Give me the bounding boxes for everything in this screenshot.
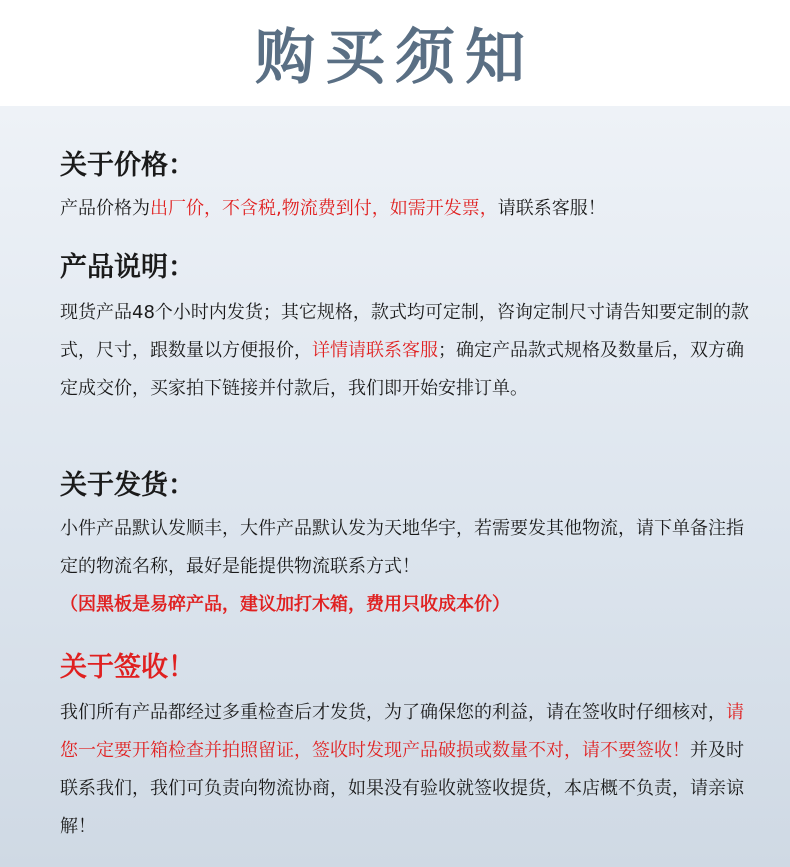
receipt-section-body — [60, 694, 750, 846]
receipt-section-title: 关于签收！ — [60, 652, 195, 683]
receipt-text-1: 我们所有产品都经过多重检查后才发货，为了确保您的利益，请在签收时仔细核对， — [60, 702, 726, 723]
price-text-3: 请联系客服！ — [497, 198, 606, 219]
shipping-note: （因黑板是易碎产品，建议加打木箱，费用只收成本价） — [60, 594, 510, 615]
product-section-title: 产品说明： — [60, 252, 195, 283]
receipt-text-highlight: 请您一定要开箱检查并拍照留证，签收时发现产品破损或数量不对，请不要签收！ — [60, 702, 744, 761]
price-text-highlight: 出厂价，不含税,物流费到付，如需开发票， — [150, 198, 498, 219]
product-text-3: ；确定产品款式规格及数量后，双方确定成交价，买家拍下链接并付款后，我们即开始安排订单。 — [60, 340, 744, 399]
header-banner — [0, 0, 790, 106]
product-text-highlight: 详情请联系客服 — [312, 340, 438, 361]
price-section-title: 关于价格： — [60, 150, 195, 181]
price-section-body — [60, 190, 606, 228]
shipping-section-title: 关于发货： — [60, 470, 195, 501]
receipt-text-3: 并及时联系我们，我们可负责向物流协商，如果没有验收就签收提货，本店概不负责，请亲谅解！ — [60, 740, 744, 837]
shipping-section-body — [60, 510, 750, 624]
shipping-text: 小件产品默认发顺丰，大件产品默认发为天地华宇，若需要发其他物流，请下单备注指定的物流名称，最好是能提供物流联系方式！ — [60, 518, 744, 577]
product-text-1: 现货产品48个小时内发货；其它规格，款式均可定制，咨询定制尺寸请告知要定制的款式，尺寸，跟数量以方便报价， — [60, 302, 749, 361]
price-text-1: 产品价格为 — [60, 198, 150, 219]
page-title: 购买须知 — [255, 23, 535, 93]
product-section-body — [60, 294, 750, 408]
